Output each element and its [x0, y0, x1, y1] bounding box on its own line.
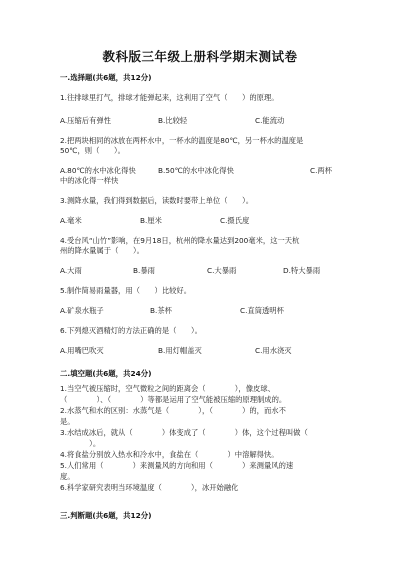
question-6-option-b[interactable]: B.用灯帽盖灭	[158, 346, 202, 355]
question-2-option-b[interactable]: B.50℃的水中冰化得快	[158, 166, 234, 175]
page-title: 教科版三年级上册科学期末测试卷	[102, 49, 298, 64]
question-5-option-c[interactable]: C.直筒透明杯	[240, 306, 284, 315]
question-1-stem: 1.往排球里打气，排球才能弹起来，这利用了空气（ ）的原理。	[60, 93, 279, 102]
question-2-option-a[interactable]: A.80℃的水中冰化得快	[60, 166, 136, 175]
question-5-stem: 5.制作简易雨量器，用（ ）比较好。	[60, 286, 192, 295]
question-4-option-c[interactable]: C.大暴雨	[207, 266, 237, 275]
question-4-option-b[interactable]: B.暴雨	[133, 266, 155, 275]
question-5-option-b[interactable]: B.茶杯	[150, 306, 172, 315]
fill-line-10: 6.科学家研究表明当环境温度（ ），冰开始融化	[60, 483, 239, 492]
fill-line-4: 是。	[60, 417, 75, 426]
fill-line-5: 3.水结成冰后，就从（ ）体变成了（ ）体，这个过程叫做（	[60, 428, 308, 437]
question-2-stem-line-1: 2.把两块相同的冰放在两杯水中，一杯水的温度是80℃，另一杯水的温度是	[60, 136, 304, 145]
question-6-stem: 6.下列熄灭酒精灯的方法正确的是（ ）。	[60, 326, 202, 335]
question-3-option-b[interactable]: B.厘米	[140, 216, 162, 225]
section-heading-choice: 一.选择题(共6题，共12分)	[60, 73, 152, 82]
question-1-option-b[interactable]: B.比较轻	[158, 116, 188, 125]
question-3-stem: 3.测降水量，我们得到数据后，读数时要带上单位（ ）。	[60, 196, 254, 205]
question-5-option-a[interactable]: A.矿泉水瓶子	[60, 306, 104, 315]
section-heading-fill: 二.填空题(共6题，共24分)	[60, 369, 152, 378]
question-4-stem-line-2: 州的降水量属于（ ）。	[60, 246, 144, 255]
fill-line-6: ）。	[60, 439, 101, 448]
question-1-option-c[interactable]: C.能流动	[255, 116, 285, 125]
question-6-option-a[interactable]: A.用嘴巴吹灭	[60, 346, 104, 355]
question-2-option-c[interactable]: C.两杯	[310, 166, 333, 175]
question-6-option-c[interactable]: C.用水浇灭	[255, 346, 292, 355]
fill-line-7: 4.将食盐分别放入热水和冷水中，食盐在（ ）中溶解得快。	[60, 450, 279, 459]
question-2-stem-line-2: 50℃，则（ ）。	[60, 146, 125, 155]
fill-line-3: 2.水蒸气和水的区别：水蒸气是（ ），（ ）的，而水不	[60, 406, 286, 415]
question-2-option-c-continued: 中的冰化得一样快	[60, 176, 119, 185]
fill-line-1: 1.当空气被压缩时，空气微粒之间的距离会（ ），像皮球、	[60, 384, 275, 393]
question-3-option-c[interactable]: C.摄氏度	[220, 216, 250, 225]
fill-line-8: 5.人们常用（ ）来测量风的方向和用（ ）来测量风的速	[60, 461, 294, 470]
question-3-option-a[interactable]: A.毫米	[60, 216, 82, 225]
fill-line-9: 度。	[60, 472, 75, 481]
question-4-stem-line-1: 4.受台风“山竹”影响，在9月18日，杭州的降水量达到200毫米，这一天杭	[60, 236, 300, 245]
section-heading-judge: 三.判断题(共6题，共12分)	[60, 511, 152, 520]
fill-line-2: （ ）、（ ）等都是运用了空气能被压缩的原理制成的。	[60, 395, 287, 404]
question-4-option-a[interactable]: A.大雨	[60, 266, 82, 275]
question-1-option-a[interactable]: A.压缩后有弹性	[60, 116, 111, 125]
question-4-option-d[interactable]: D.特大暴雨	[283, 266, 321, 275]
